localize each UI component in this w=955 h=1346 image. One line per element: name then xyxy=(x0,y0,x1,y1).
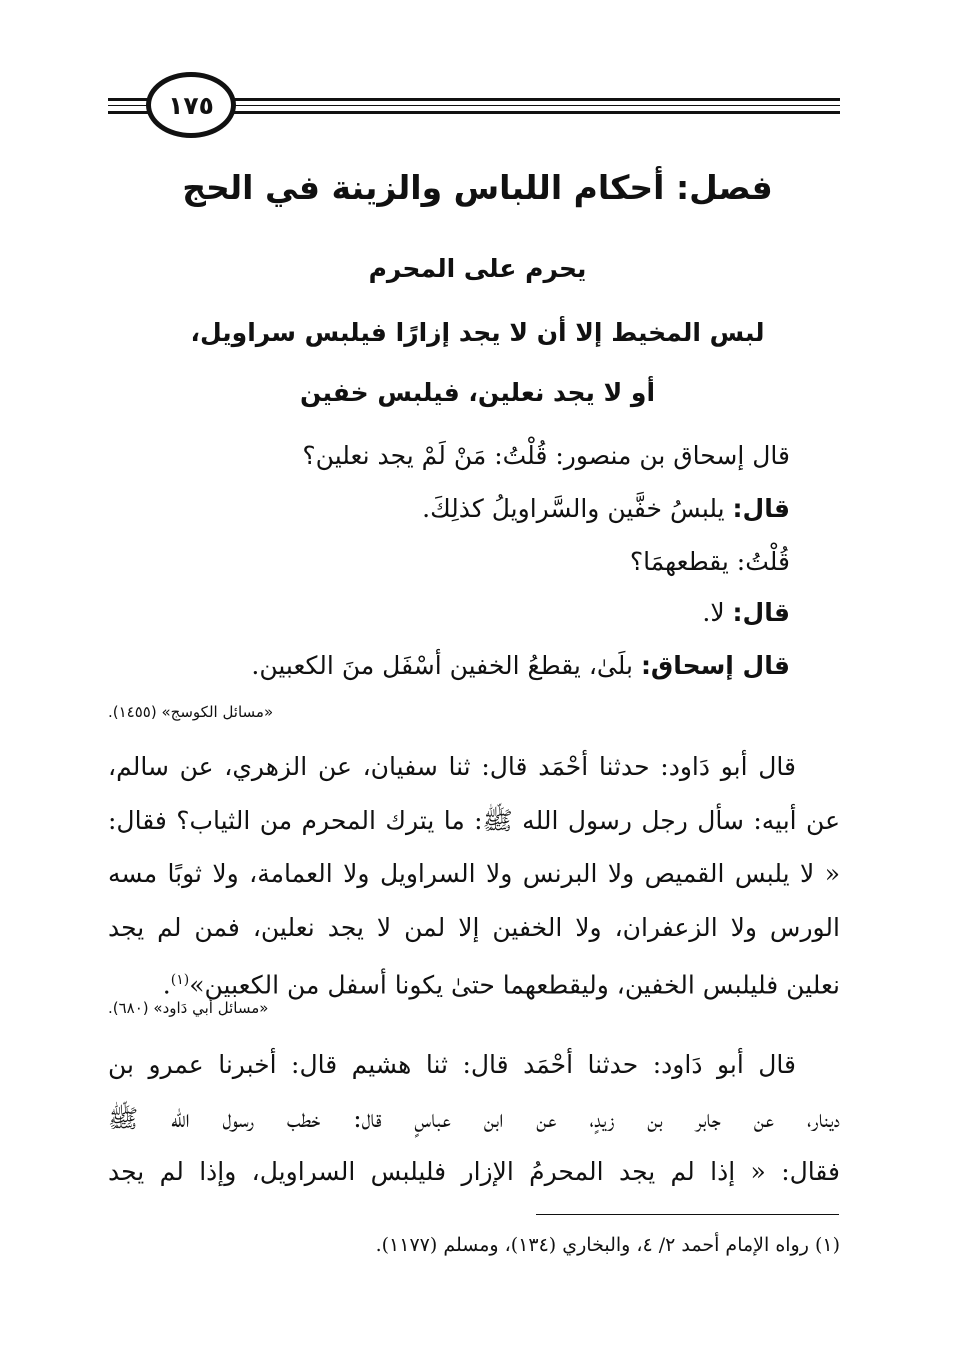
qa-line xyxy=(422,494,790,523)
hadith-paragraph xyxy=(108,1038,840,1199)
qa-line xyxy=(302,441,790,470)
paragraph-line: نعلين فليلبس الخفين، وليقطعهما حتىٰ يكونا أسفل من الكعبين»$^{(١)}$. xyxy=(162,970,840,1000)
source-reference: «مسائل أبي دَاود» (٦٨٠). xyxy=(108,999,269,1017)
qa-text: قُلْتُ: يقطعهمَا؟ xyxy=(629,547,790,576)
qa-line xyxy=(702,598,790,627)
subtitle-line: أو لا يجد نعلين، فيلبس خفين xyxy=(299,378,656,407)
paragraph-line: قال أبو دَاود: حدثنا أحْمَد قال: ثنا هشيم قال: أخبرنا عمرو بن xyxy=(108,1050,796,1079)
subtitle-line: يحرم على المحرم xyxy=(368,254,587,283)
source-reference: «مسائل الكوسج» (١٤٥٥). xyxy=(108,703,274,721)
paragraph-line: « لا يلبس القميص ولا البرنس ولا السراويل ولا العمامة، ولا ثوبًا مسه xyxy=(108,859,840,888)
qa-text: لا. xyxy=(702,598,733,627)
qa-text: بلَىٰ، يقطعُ الخفين أسْفَل منَ الكعبين. xyxy=(251,651,641,680)
paragraph-line-text: نعلين فليلبس الخفين، وليقطعهما حتىٰ يكونا أسفل من الكعبين» xyxy=(189,970,840,1000)
qa-text: قال إسحاق بن منصور: قُلْتُ: مَنْ لَمْ يجد نعلين؟ xyxy=(302,441,790,470)
paragraph-line: عن أبيه: سأل رجل رسول الله ﷺ: ما يترك المحرم من الثياب؟ فقال: xyxy=(108,805,840,835)
subtitle-line: لبس المخيط إلا أن لا يجد إزارًا فيلبس سراويل، xyxy=(190,318,765,347)
page-header xyxy=(108,72,840,138)
footnote-marker: (١) xyxy=(170,972,190,988)
qa-label: قال إسحاق: xyxy=(640,651,790,680)
paragraph-line: فقال: « إذا لم يجد المحرمُ الإزار فليلبس السراويل، وإذا لم يجد xyxy=(108,1157,840,1186)
paragraph-line: الورس ولا الزعفران، ولا الخفين إلا لمن لا يجد نعلين، فمن لم يجد xyxy=(108,912,840,942)
footnote: (١) رواه الإمام أحمد ٢/ ٤، والبخاري (١٣٤)، ومسلم (١١٧٧). xyxy=(375,1234,840,1256)
qa-line xyxy=(251,651,790,680)
qa-label: قال: xyxy=(732,598,790,627)
paragraph-line: دينار، عن جابر بن زيدٍ، عن ابن عباسٍ قال: خطب رسول الله ﷺ xyxy=(108,1103,840,1133)
paragraph-line: قال أبو دَاود: حدثنا أحْمَد قال: ثنا سفيان، عن الزهري، عن سالم، xyxy=(108,752,796,781)
hadith-paragraph xyxy=(108,740,840,1008)
qa-label: قال: xyxy=(732,494,790,523)
chapter-title: فصل: أحكام اللباس والزينة في الحج xyxy=(182,168,773,207)
footnote-divider xyxy=(536,1214,839,1215)
page-number: ١٧٥ xyxy=(146,72,236,138)
qa-text: يلبسُ خفَّين والسَّراويلُ كذلِكَ. xyxy=(422,494,733,523)
qa-line xyxy=(630,547,790,576)
